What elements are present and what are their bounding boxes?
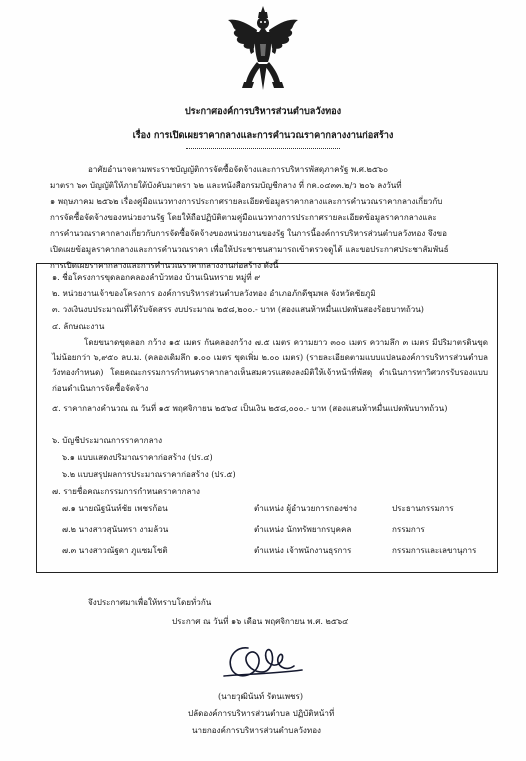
project-budget: ๓. วงเงินงบประมาณที่ได้รับจัดสรร งบประมาณ ๒๕๘,๒๐๐.- บาท (สองแสนห้าหมื่นแปดพันสองร้อยบาทถ้วน) (52, 304, 424, 314)
committee-position: ตำแหน่ง นักทรัพยากรบุคคล (254, 524, 352, 534)
intro-line-4: การจัดซื้อจัดจ้างของหน่วยงานรัฐ โดยให้ถือปฏิบัติตามคู่มือแนวทางการประกาศรายละเอียดข้อมูลราคากลางและ (50, 212, 437, 222)
project-name: ๑. ชื่อโครงการขุดลอกคลองลำบ้วทอง บ้านเนินทราย หมู่ที่ ๙ (52, 272, 261, 282)
estimate-label: ๖. บัญชีประมาณการราคากลาง (52, 435, 163, 445)
intro-line-6: เปิดเผยข้อมูลราคากลางและการคำนวณราคา เพื่อให้ประชาชนสามารถเข้าตรวจดูได้ และขอประกาศประชาสัมพันธ์ (50, 244, 449, 254)
committee-name: ๗.๓ นางสาวณัฐดา ภูแซมโชติ (62, 545, 168, 555)
announcement-date: ประกาศ ณ วันที่ ๑๖ เดือน พฤศจิกายน พ.ศ. ๒๕๖๔ (172, 616, 349, 626)
committee-role: กรรมการ (392, 524, 425, 534)
signer-organization: นายกองค์การบริหารส่วนตำบลวังทอง (192, 725, 322, 735)
intro-line-5: การคำนวณราคากลางเกี่ยวกับการจัดซื้อจัดจ้างของหน่วยงานของรัฐ ในการนี้องค์การบริหารส่วนตำบลวังทอง จึงขอ (50, 228, 447, 238)
signer-name: (นายวุฒินันท์ รัตนเพชร) (218, 691, 304, 701)
garuda-emblem-icon (226, 4, 300, 92)
committee-name: ๗.๒ นางสาวสุนันทรา งามล้วน (62, 524, 169, 534)
intro-line-2: มาตรา ๖๓ บัญญัติให้ภายใต้บังคับมาตรา ๖๒ และหนังสือกรมบัญชีกลาง ที่ กค.๐๔๓๓.๒/ว ๒๐๖ ลงวันที่ (50, 180, 402, 190)
announcement-subject: เรื่อง การเปิดเผยราคากลางและการคำนวณราคากลางงานก่อสร้าง (132, 130, 394, 141)
signer-title: ปลัดองค์การบริหารส่วนตำบล ปฏิบัติหน้าที่ (188, 708, 335, 718)
committee-role: ประธานกรรมการ (392, 503, 454, 513)
estimate-item-1: ๖.๑ แบบแสดงปริมาณราคาก่อสร้าง (ปร.๔) (62, 452, 213, 462)
median-price: ๕. ราคากลางคำนวณ ณ วันที่ ๑๕ พฤศจิกายน ๒๕๖๔ เป็นเงิน ๒๕๘,๐๐๐.- บาท (สองแสนห้าหมื่นแปดพันบาทถ้วน) (52, 403, 448, 413)
intro-line-7: การเปิดเผยราคากลางและการคำนวณราคากลางงานก่อสร้าง ดังนี้ (50, 260, 279, 270)
committee-label: ๗. รายชื่อคณะกรรมการกำหนดราคากลาง (52, 486, 200, 496)
announcement-title: ประกาศองค์การบริหารส่วนตำบลวังทอง (184, 106, 342, 117)
intro-line-1: อาศัยอำนาจตามพระราชบัญญัติการจัดซื้อจัดจ้างและการบริหารพัสดุภาครัฐ พ.ศ.๒๕๖๐ (88, 164, 389, 174)
work-nature-text: โดยขนาดขุดลอก กว้าง ๑๕ เมตร กันคลองกว้าง ๗.๕ เมตร ความยาว ๓๐๐ เมตร ความลึก ๓ เมตร มีปริมาตรดินขุดไม่น้อยกว่า ๖,๙๕๐ ลบ.ม. (คลองเดิมลึก ๑.๐๐ เมตร ขุดเพิ่ม ๒.๐๐ เมตร) (รายละเอียดตามแบบแปลนองค์การบริหารส่วนตำบลวังทองกำหนด) โดยคณะกรรมการกำหนดราคากลางเห็นสมควรแสดงลงมิติให้เจ้าหน้าที่พัสดุ ดำเนินการทาวิศวกรรับรองแบบก่อนดำเนินการจัดซื้อจัดจ้าง (52, 337, 488, 393)
estimate-item-2: ๖.๒ แบบสรุปผลการประมาณราคาก่อสร้าง (ปร.๕) (62, 469, 236, 479)
signature-icon (218, 628, 308, 688)
intro-line-3: ๑ พฤษภาคม ๒๕๖๒ เรื่องคู่มือแนวทางการประกาศรายละเอียดข้อมูลราคากลางและการคำนวณราคากลางเกี่ยวกับ (50, 196, 443, 206)
closing-notice: จึงประกาศมาเพื่อให้ทราบโดยทั่วกัน (88, 597, 212, 607)
committee-name: ๗.๑ นายณัฐนันท์ชัย เพชรก้อน (62, 503, 168, 513)
committee-position: ตำแหน่ง เจ้าพนักงานธุรการ (254, 545, 352, 555)
project-agency: ๒. หน่วยงานเจ้าของโครงการ องค์การบริหารส่วนตำบลวังทอง อำเภอภักดีชุมพล จังหวัดชัยภูมิ (52, 288, 376, 298)
committee-role: กรรมการและเลขานุการ (392, 545, 477, 555)
dotted-divider (186, 148, 340, 149)
work-nature-label: ๔. ลักษณะงาน (52, 321, 105, 331)
committee-position: ตำแหน่ง ผู้อำนวยการกองช่าง (254, 503, 357, 513)
